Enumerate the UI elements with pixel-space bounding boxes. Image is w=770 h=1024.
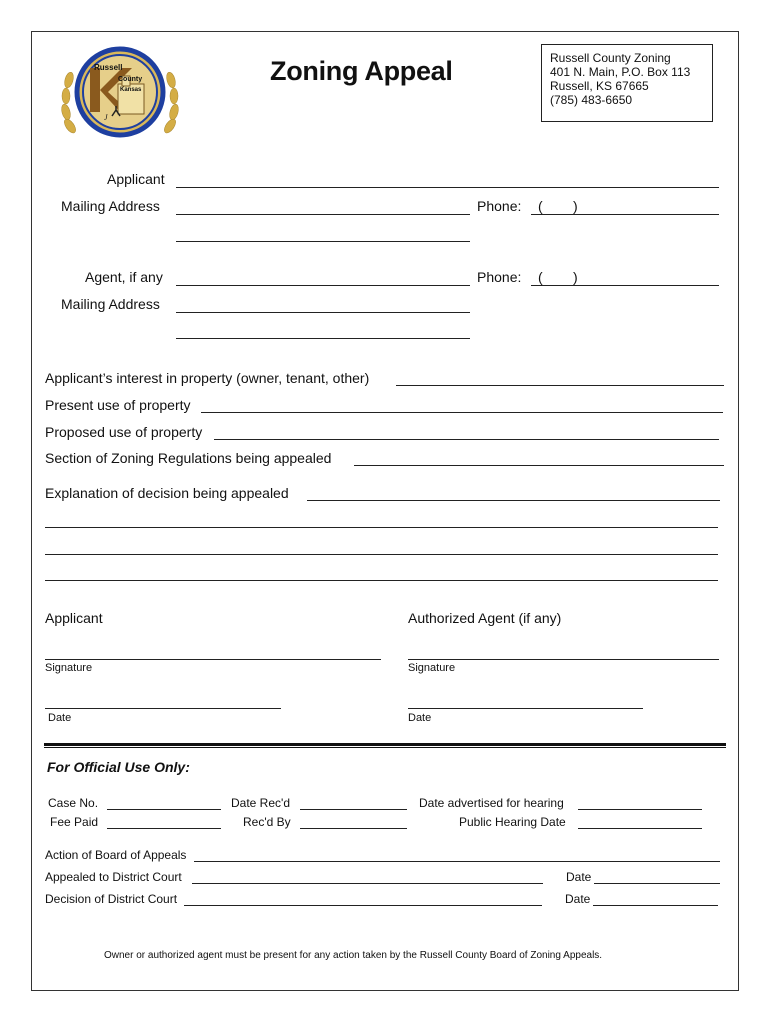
official-use-heading: For Official Use Only: bbox=[47, 759, 190, 775]
agent-field[interactable] bbox=[176, 285, 470, 286]
action-board-field[interactable] bbox=[194, 861, 720, 862]
recd-by-label: Rec'd By bbox=[243, 815, 291, 829]
logo-text-kansas: Kansas bbox=[120, 87, 142, 93]
agent-label: Agent, if any bbox=[85, 269, 163, 285]
logo-text-county: County bbox=[118, 76, 143, 83]
applicant-label: Applicant bbox=[107, 171, 165, 187]
decision-date-label: Date bbox=[565, 892, 591, 906]
applicant-date-field[interactable] bbox=[45, 708, 281, 709]
explanation-field[interactable] bbox=[307, 500, 720, 501]
agent-phone-field[interactable] bbox=[531, 285, 719, 286]
logo-text-russell: Russell bbox=[94, 63, 123, 72]
decision-date-field[interactable] bbox=[593, 905, 718, 906]
action-board-label: Action of Board of Appeals bbox=[45, 848, 187, 862]
agent-date-label: Date bbox=[408, 712, 432, 724]
appealed-district-label: Appealed to District Court bbox=[45, 870, 182, 884]
agent-mailing-address-label: Mailing Address bbox=[61, 296, 160, 312]
date-advertised-field[interactable] bbox=[578, 809, 702, 810]
mailing-address-field-2[interactable] bbox=[176, 241, 470, 242]
explanation-field-4[interactable] bbox=[45, 580, 718, 581]
svg-text:J: J bbox=[104, 113, 108, 122]
public-hearing-date-label: Public Hearing Date bbox=[459, 815, 566, 829]
explanation-label: Explanation of decision being appealed bbox=[45, 485, 289, 501]
fee-paid-label: Fee Paid bbox=[50, 815, 99, 829]
form-title: Zoning Appeal bbox=[270, 56, 453, 86]
footer-note: Owner or authorized agent must be present for any action taken by the Russell County Board of Zoning Appeals. bbox=[104, 950, 603, 961]
agent-signature-field[interactable] bbox=[408, 659, 719, 660]
case-no-label: Case No. bbox=[48, 796, 99, 810]
date-recd-field[interactable] bbox=[300, 809, 407, 810]
applicant-signature-field[interactable] bbox=[45, 659, 381, 660]
agent-signature-label: Signature bbox=[408, 662, 456, 674]
phone-paren-close: ) bbox=[573, 198, 578, 214]
office-street: 401 N. Main, P.O. Box 113 bbox=[550, 65, 691, 79]
agent-phone-label: Phone: bbox=[477, 269, 522, 285]
office-city: Russell, KS 67665 bbox=[550, 79, 649, 93]
case-no-field[interactable] bbox=[107, 809, 221, 810]
agent-mailing-address-field[interactable] bbox=[176, 312, 470, 313]
phone-label: Phone: bbox=[477, 198, 522, 214]
agent-phone-paren-open: ( bbox=[538, 269, 543, 285]
fee-paid-field[interactable] bbox=[107, 828, 221, 829]
office-phone: (785) 483-6650 bbox=[550, 93, 633, 107]
proposed-use-label: Proposed use of property bbox=[45, 424, 203, 440]
decision-district-label: Decision of District Court bbox=[45, 892, 178, 906]
recd-by-field[interactable] bbox=[300, 828, 407, 829]
applicant-date-label: Date bbox=[48, 712, 72, 724]
appealed-date-field[interactable] bbox=[594, 883, 720, 884]
interest-label: Applicant’s interest in property (owner, tenant, other) bbox=[45, 370, 370, 386]
proposed-use-field[interactable] bbox=[214, 439, 719, 440]
mailing-address-field[interactable] bbox=[176, 214, 470, 215]
office-name: Russell County Zoning bbox=[550, 51, 671, 65]
date-advertised-label: Date advertised for hearing bbox=[419, 796, 564, 810]
agent-mailing-address-field-2[interactable] bbox=[176, 338, 470, 339]
applicant-signature-heading: Applicant bbox=[45, 610, 103, 626]
agent-date-field[interactable] bbox=[408, 708, 643, 709]
section-appealed-field[interactable] bbox=[354, 465, 724, 466]
appealed-date-label: Date bbox=[566, 870, 592, 884]
applicant-field[interactable] bbox=[176, 187, 719, 188]
wheat-right-icon bbox=[162, 71, 180, 135]
section-appealed-label: Section of Zoning Regulations being appealed bbox=[45, 450, 332, 466]
appealed-district-field[interactable] bbox=[192, 883, 543, 884]
applicant-signature-label: Signature bbox=[45, 662, 93, 674]
date-recd-label: Date Rec'd bbox=[231, 796, 290, 810]
interest-field[interactable] bbox=[396, 385, 724, 386]
office-address-box bbox=[541, 44, 713, 122]
decision-district-field[interactable] bbox=[184, 905, 542, 906]
official-use-divider bbox=[44, 743, 726, 748]
present-use-label: Present use of property bbox=[45, 397, 191, 413]
agent-phone-paren-close: ) bbox=[573, 269, 578, 285]
explanation-field-3[interactable] bbox=[45, 554, 718, 555]
present-use-field[interactable] bbox=[201, 412, 723, 413]
wheat-left-icon bbox=[60, 71, 78, 135]
phone-field[interactable] bbox=[531, 214, 719, 215]
mailing-address-label: Mailing Address bbox=[61, 198, 160, 214]
public-hearing-date-field[interactable] bbox=[578, 828, 702, 829]
phone-paren-open: ( bbox=[538, 198, 543, 214]
agent-signature-heading: Authorized Agent (if any) bbox=[408, 610, 562, 626]
county-seal-logo bbox=[60, 46, 180, 141]
explanation-field-2[interactable] bbox=[45, 527, 718, 528]
